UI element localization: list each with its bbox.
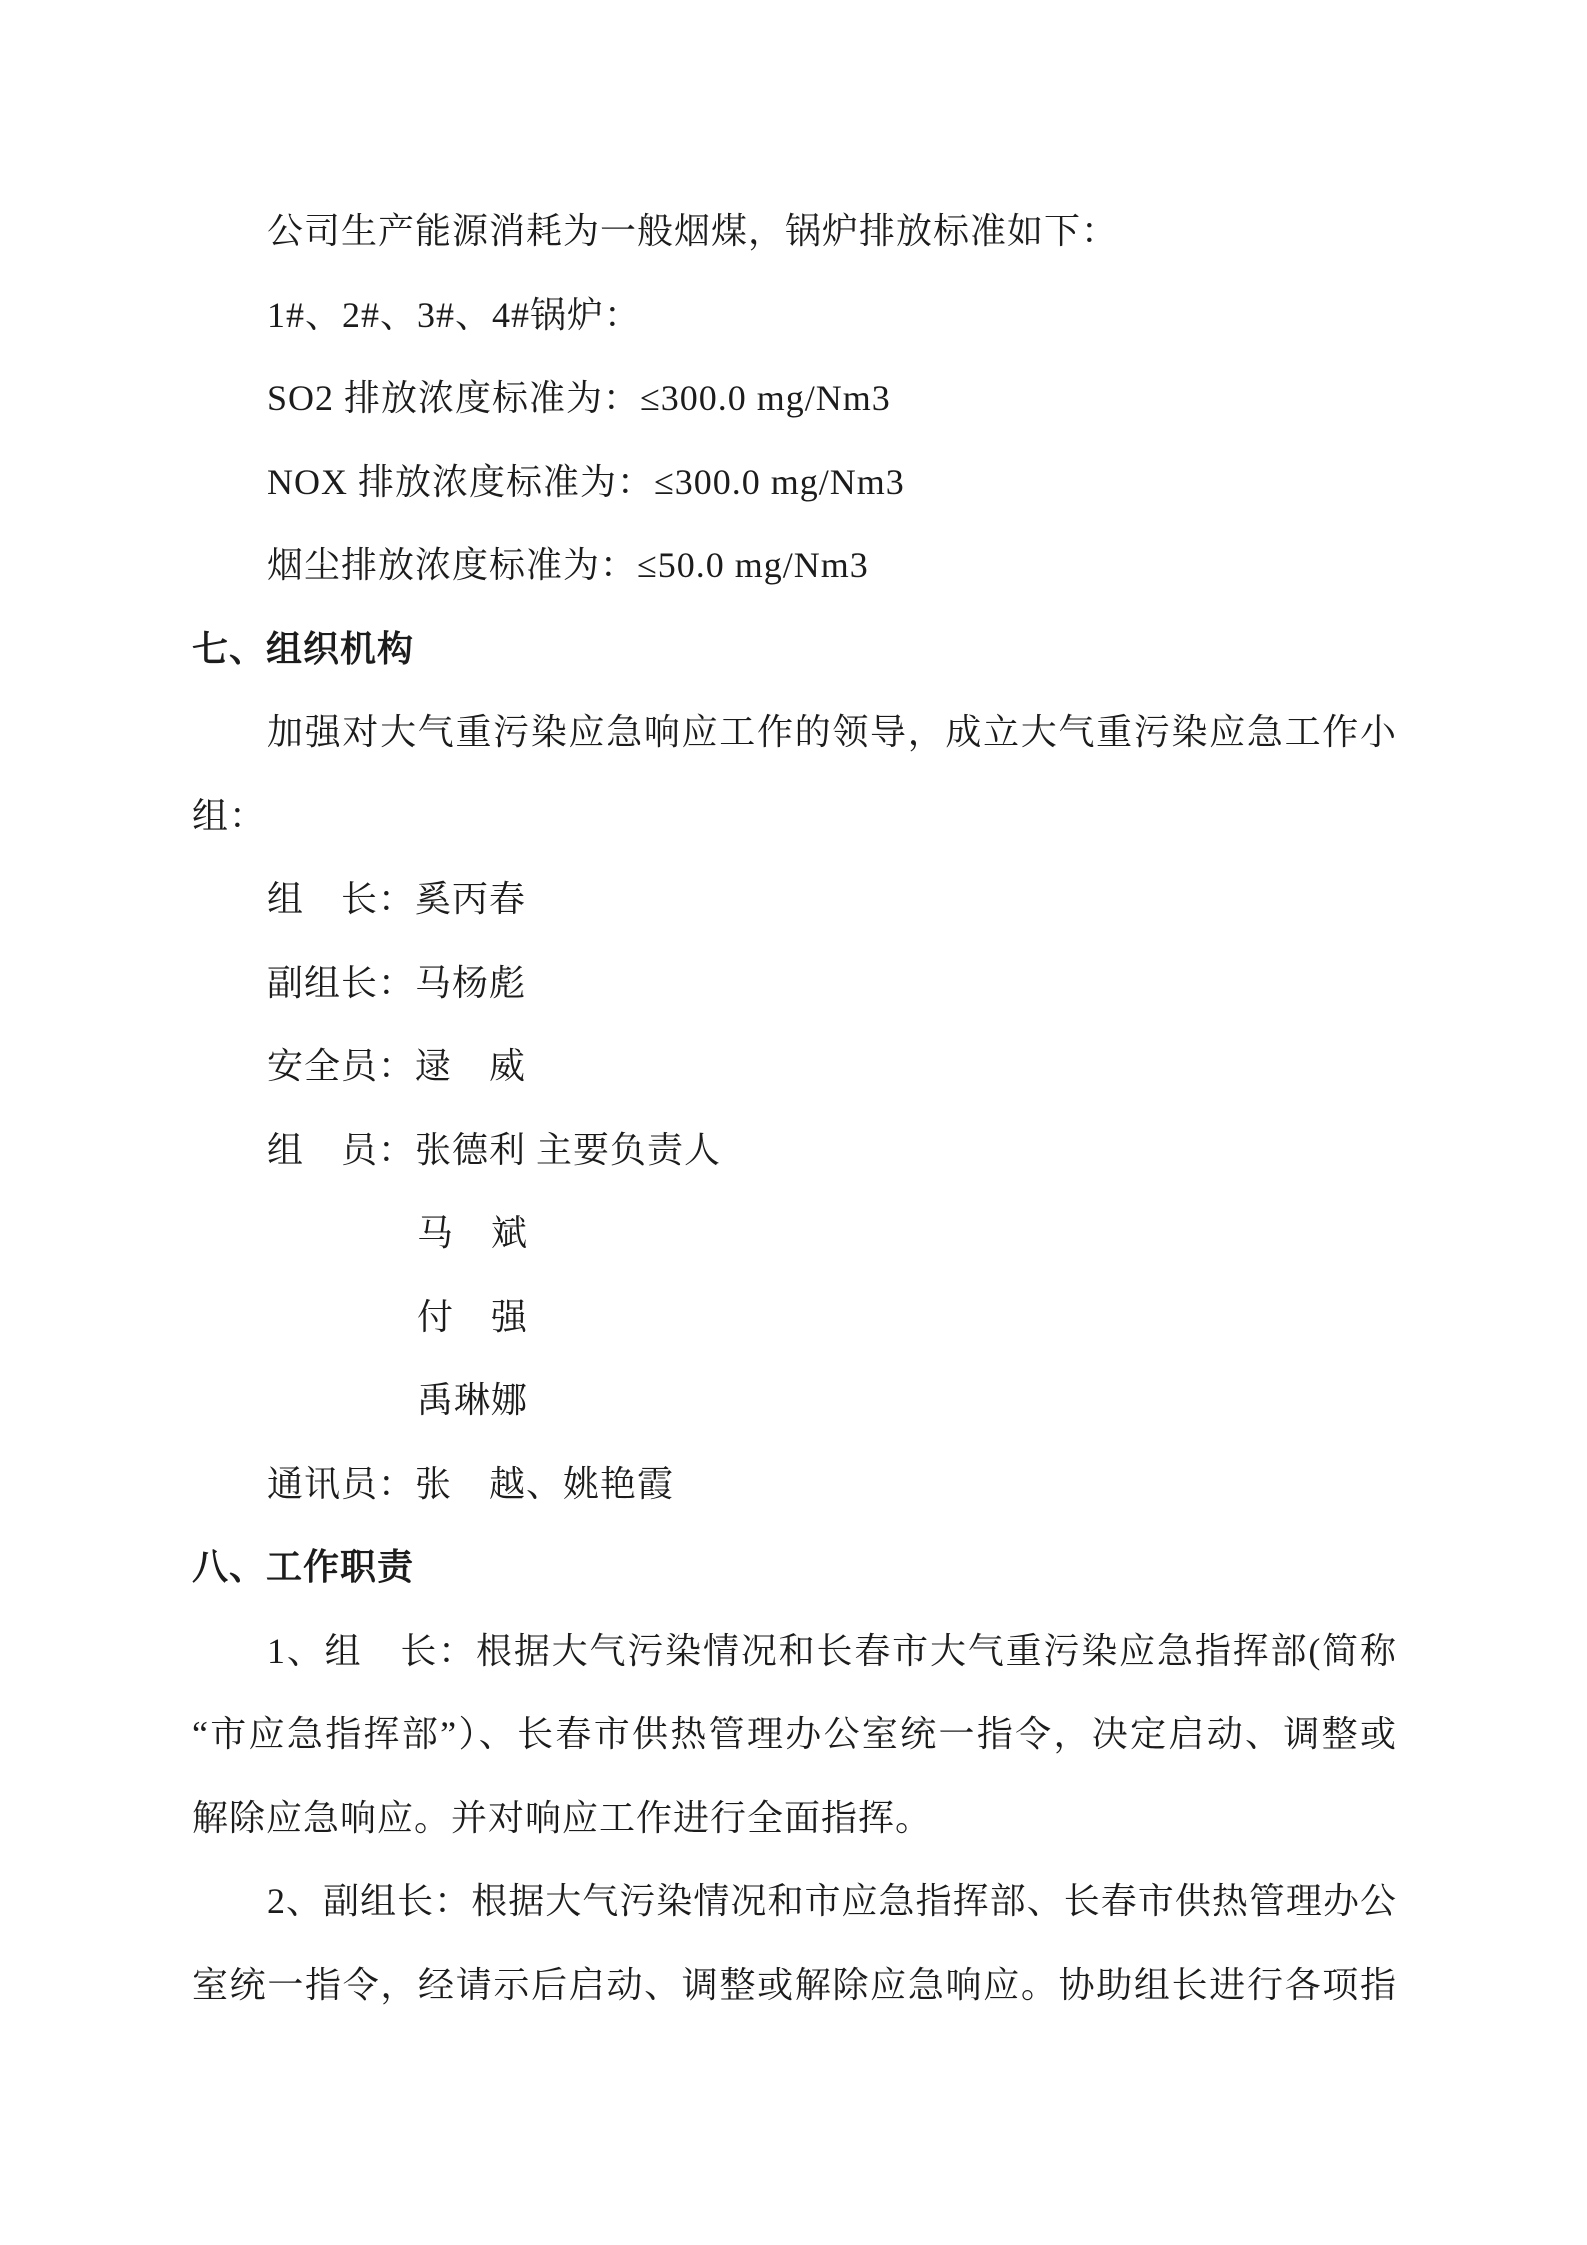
line-communications-officer: 通讯员：张 越、姚艳霞 [267, 1463, 675, 1504]
line-member-3: 付 强 [417, 1296, 529, 1337]
para-duty-deputy-line1: 2、副组长：根据大气污染情况和市应急指挥部、长春市供热管理办公 [267, 1881, 1397, 1921]
section-heading-8-duties: 八、工作职责 [192, 1547, 415, 1587]
line-member-4: 禹琳娜 [417, 1380, 529, 1420]
section-heading-7-organization: 七、组织机构 [192, 628, 415, 669]
para-boiler-list: 1#、2#、3#、4#锅炉： [267, 294, 642, 335]
para-duty-deputy-line2: 室统一指令，经请示后启动、调整或解除应急响应。协助组长进行各项指 [192, 1964, 1397, 2005]
line-so2-standard: SO2 排放浓度标准为：≤300.0 mg/Nm3 [267, 378, 891, 418]
para-duty-leader-line3: 解除应急响应。并对响应工作进行全面指挥。 [192, 1797, 933, 1838]
para-duty-leader-line1: 1、组 长：根据大气污染情况和长春市大气重污染应急指挥部(简称 [267, 1630, 1397, 1671]
line-group-leader: 组 长：奚丙春 [267, 879, 527, 919]
line-dust-standard: 烟尘排放浓度标准为：≤50.0 mg/Nm3 [267, 545, 869, 585]
line-nox-standard: NOX 排放浓度标准为：≤300.0 mg/Nm3 [267, 461, 905, 502]
para-org-intro-line2: 组： [192, 795, 267, 836]
line-member-1: 组 员：张德利 主要负责人 [267, 1129, 722, 1170]
para-org-intro-line1: 加强对大气重污染应急响应工作的领导，成立大气重污染应急工作小 [267, 712, 1397, 752]
line-deputy-leader: 副组长：马杨彪 [267, 962, 527, 1003]
para-duty-leader-line2: “市应急指挥部”）、长春市供热管理办公室统一指令，决定启动、调整或 [192, 1714, 1397, 1754]
line-member-2: 马 斌 [417, 1213, 529, 1253]
line-safety-officer: 安全员：逯 威 [267, 1046, 527, 1086]
para-energy-intro: 公司生产能源消耗为一般烟煤，锅炉排放标准如下： [267, 211, 1119, 251]
